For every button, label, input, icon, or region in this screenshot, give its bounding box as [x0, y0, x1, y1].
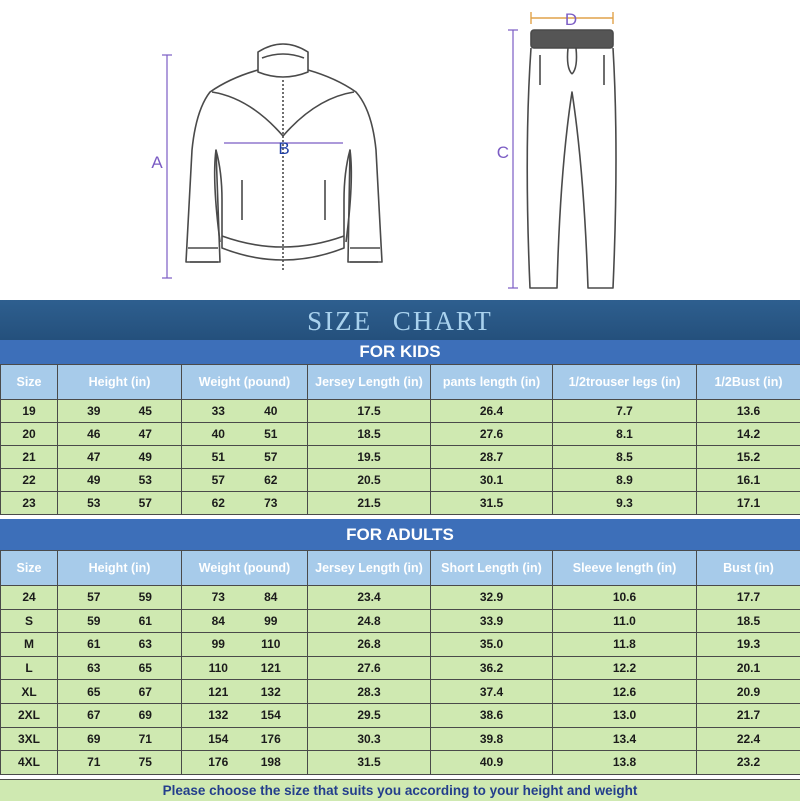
table-row — [1, 400, 800, 423]
cell-height-range — [58, 703, 182, 727]
cell-c4: 17.1 — [697, 492, 800, 515]
cell-size: XL — [1, 680, 58, 704]
cell-height-range — [58, 656, 182, 680]
range-value: 65 — [79, 685, 109, 699]
range-value: 110 — [256, 637, 286, 651]
table-row — [1, 492, 800, 515]
table-row — [1, 609, 800, 633]
cell-c1: 31.5 — [308, 751, 431, 775]
range-value: 47 — [130, 427, 160, 441]
range-value: 40 — [256, 404, 286, 418]
cell-size: 24 — [1, 586, 58, 610]
cell-c3: 11.8 — [553, 633, 697, 657]
dimension-lines — [162, 12, 613, 288]
range-value: 57 — [256, 450, 286, 464]
range-value: 39 — [79, 404, 109, 418]
cell-height-range — [58, 586, 182, 610]
cell-c3: 9.3 — [553, 492, 697, 515]
range-value: 65 — [130, 661, 160, 675]
table-row — [1, 633, 800, 657]
cell-size: 21 — [1, 446, 58, 469]
column-header: Weight (pound) — [182, 365, 308, 400]
range-value: 61 — [130, 614, 160, 628]
cell-weight-range — [182, 492, 308, 515]
cell-c3: 12.2 — [553, 656, 697, 680]
range-value: 176 — [256, 732, 286, 746]
dimension-label-c: C — [497, 143, 509, 162]
range-value: 110 — [203, 661, 233, 675]
cell-size: 23 — [1, 492, 58, 515]
table-row — [1, 446, 800, 469]
range-value: 121 — [256, 661, 286, 675]
cell-c1: 30.3 — [308, 727, 431, 751]
cell-c4: 17.7 — [697, 586, 800, 610]
cell-c3: 13.8 — [553, 751, 697, 775]
cell-c2: 27.6 — [431, 423, 553, 446]
range-value: 67 — [130, 685, 160, 699]
range-value: 154 — [203, 732, 233, 746]
range-value: 198 — [256, 755, 286, 769]
cell-c3: 13.0 — [553, 703, 697, 727]
cell-weight-range — [182, 423, 308, 446]
range-value: 63 — [130, 637, 160, 651]
cell-weight-range — [182, 751, 308, 775]
cell-c2: 39.8 — [431, 727, 553, 751]
column-header: Height (in) — [58, 551, 182, 586]
range-value: 71 — [79, 755, 109, 769]
column-header: 1/2trouser legs (in) — [553, 365, 697, 400]
cell-weight-range — [182, 656, 308, 680]
dimension-label-d: D — [565, 10, 577, 29]
range-value: 176 — [203, 755, 233, 769]
cell-size: 3XL — [1, 727, 58, 751]
cell-height-range — [58, 680, 182, 704]
size-advice-footer: Please choose the size that suits you according to your height and weight — [0, 779, 800, 801]
cell-c2: 32.9 — [431, 586, 553, 610]
cell-c2: 36.2 — [431, 656, 553, 680]
range-value: 40 — [203, 427, 233, 441]
cell-c1: 24.8 — [308, 609, 431, 633]
range-value: 84 — [203, 614, 233, 628]
column-header: Weight (pound) — [182, 551, 308, 586]
cell-c4: 21.7 — [697, 703, 800, 727]
cell-weight-range — [182, 680, 308, 704]
dimension-label-b: B — [278, 139, 289, 158]
cell-c4: 23.2 — [697, 751, 800, 775]
range-value: 99 — [203, 637, 233, 651]
cell-height-range — [58, 492, 182, 515]
cell-c4: 14.2 — [697, 423, 800, 446]
cell-c4: 13.6 — [697, 400, 800, 423]
cell-weight-range — [182, 633, 308, 657]
cell-height-range — [58, 400, 182, 423]
column-header: pants length (in) — [431, 365, 553, 400]
cell-height-range — [58, 609, 182, 633]
cell-c3: 12.6 — [553, 680, 697, 704]
cell-c3: 7.7 — [553, 400, 697, 423]
range-value: 57 — [130, 496, 160, 510]
table-row — [1, 423, 800, 446]
table-header-row — [1, 365, 800, 400]
cell-size: S — [1, 609, 58, 633]
range-value: 132 — [256, 685, 286, 699]
table-row — [1, 469, 800, 492]
cell-size: M — [1, 633, 58, 657]
range-value: 46 — [79, 427, 109, 441]
cell-c2: 35.0 — [431, 633, 553, 657]
table-header-row — [1, 551, 800, 586]
range-value: 71 — [130, 732, 160, 746]
size-chart-title: SIZE CHART — [0, 300, 800, 340]
range-value: 154 — [256, 708, 286, 722]
kids-size-table — [0, 364, 800, 515]
range-value: 73 — [203, 590, 233, 604]
range-value: 75 — [130, 755, 160, 769]
range-value: 59 — [130, 590, 160, 604]
range-value: 62 — [203, 496, 233, 510]
cell-c3: 8.9 — [553, 469, 697, 492]
range-value: 45 — [130, 404, 160, 418]
cell-c4: 22.4 — [697, 727, 800, 751]
cell-c2: 28.7 — [431, 446, 553, 469]
cell-c1: 18.5 — [308, 423, 431, 446]
range-value: 69 — [79, 732, 109, 746]
range-value: 84 — [256, 590, 286, 604]
range-value: 132 — [203, 708, 233, 722]
column-header: Sleeve length (in) — [553, 551, 697, 586]
cell-c2: 33.9 — [431, 609, 553, 633]
range-value: 33 — [203, 404, 233, 418]
cell-c1: 28.3 — [308, 680, 431, 704]
cell-c2: 37.4 — [431, 680, 553, 704]
cell-height-range — [58, 469, 182, 492]
cell-c2: 31.5 — [431, 492, 553, 515]
column-header: Short Length (in) — [431, 551, 553, 586]
range-value: 63 — [79, 661, 109, 675]
adults-size-table — [0, 550, 800, 775]
table-row — [1, 656, 800, 680]
table-row — [1, 680, 800, 704]
range-value: 69 — [130, 708, 160, 722]
range-value: 57 — [79, 590, 109, 604]
range-value: 51 — [203, 450, 233, 464]
cell-c2: 30.1 — [431, 469, 553, 492]
garment-illustration — [0, 0, 800, 300]
range-value: 53 — [130, 473, 160, 487]
column-header: Bust (in) — [697, 551, 800, 586]
cell-size: 4XL — [1, 751, 58, 775]
cell-c3: 13.4 — [553, 727, 697, 751]
cell-weight-range — [182, 609, 308, 633]
cell-c2: 40.9 — [431, 751, 553, 775]
column-header: Size — [1, 551, 58, 586]
cell-size: L — [1, 656, 58, 680]
kids-section-heading: FOR KIDS — [0, 340, 800, 364]
cell-size: 22 — [1, 469, 58, 492]
cell-c4: 20.9 — [697, 680, 800, 704]
range-value: 62 — [256, 473, 286, 487]
range-value: 59 — [79, 614, 109, 628]
cell-c1: 27.6 — [308, 656, 431, 680]
cell-c1: 17.5 — [308, 400, 431, 423]
cell-c1: 21.5 — [308, 492, 431, 515]
cell-c4: 18.5 — [697, 609, 800, 633]
range-value: 51 — [256, 427, 286, 441]
dimension-label-a: A — [151, 153, 163, 172]
range-value: 47 — [79, 450, 109, 464]
pants-drawing — [527, 30, 616, 288]
cell-height-range — [58, 633, 182, 657]
cell-c4: 15.2 — [697, 446, 800, 469]
range-value: 49 — [130, 450, 160, 464]
cell-c3: 10.6 — [553, 586, 697, 610]
cell-c4: 16.1 — [697, 469, 800, 492]
column-header: Height (in) — [58, 365, 182, 400]
cell-c1: 26.8 — [308, 633, 431, 657]
column-header: Jersey Length (in) — [308, 365, 431, 400]
cell-c2: 38.6 — [431, 703, 553, 727]
cell-c1: 20.5 — [308, 469, 431, 492]
range-value: 73 — [256, 496, 286, 510]
cell-weight-range — [182, 400, 308, 423]
cell-weight-range — [182, 446, 308, 469]
table-row — [1, 727, 800, 751]
cell-c3: 8.5 — [553, 446, 697, 469]
column-header: 1/2Bust (in) — [697, 365, 800, 400]
range-value: 67 — [79, 708, 109, 722]
range-value: 53 — [79, 496, 109, 510]
cell-size: 19 — [1, 400, 58, 423]
cell-height-range — [58, 751, 182, 775]
table-row — [1, 586, 800, 610]
cell-c3: 8.1 — [553, 423, 697, 446]
range-value: 49 — [79, 473, 109, 487]
table-row — [1, 751, 800, 775]
cell-c4: 19.3 — [697, 633, 800, 657]
cell-c3: 11.0 — [553, 609, 697, 633]
range-value: 99 — [256, 614, 286, 628]
cell-c1: 19.5 — [308, 446, 431, 469]
table-row — [1, 703, 800, 727]
cell-c4: 20.1 — [697, 656, 800, 680]
cell-weight-range — [182, 469, 308, 492]
cell-height-range — [58, 727, 182, 751]
range-value: 61 — [79, 637, 109, 651]
range-value: 121 — [203, 685, 233, 699]
cell-c1: 29.5 — [308, 703, 431, 727]
cell-c1: 23.4 — [308, 586, 431, 610]
cell-c2: 26.4 — [431, 400, 553, 423]
cell-height-range — [58, 423, 182, 446]
range-value: 57 — [203, 473, 233, 487]
cell-size: 2XL — [1, 703, 58, 727]
adults-section-heading: FOR ADULTS — [0, 519, 800, 550]
cell-weight-range — [182, 727, 308, 751]
cell-size: 20 — [1, 423, 58, 446]
cell-weight-range — [182, 586, 308, 610]
column-header: Size — [1, 365, 58, 400]
column-header: Jersey Length (in) — [308, 551, 431, 586]
cell-weight-range — [182, 703, 308, 727]
cell-height-range — [58, 446, 182, 469]
